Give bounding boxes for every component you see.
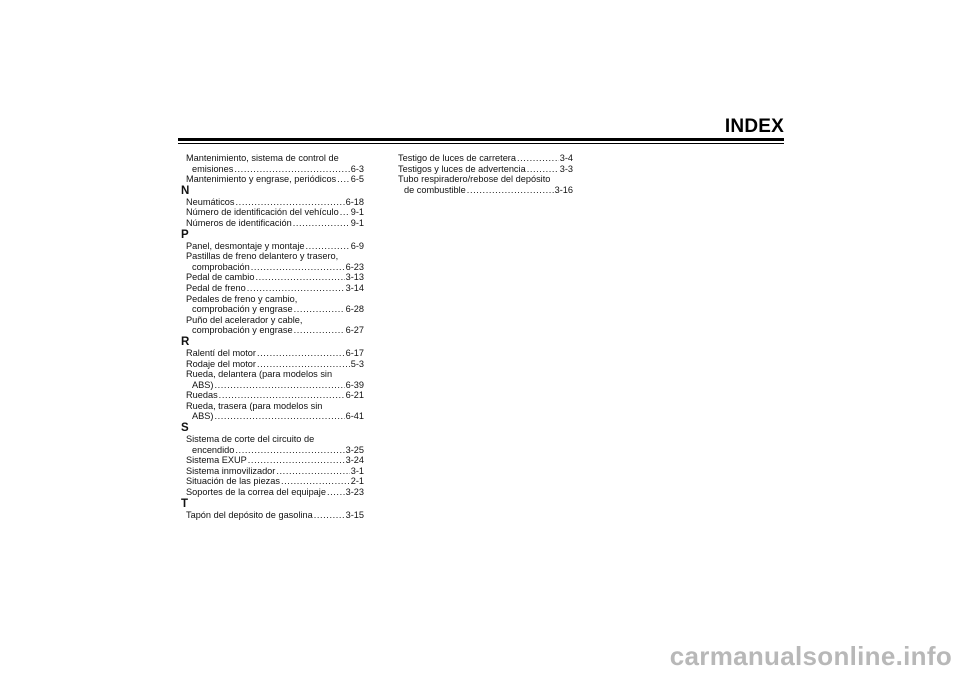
index-entry xyxy=(181,510,364,521)
entry-page: 3-23 xyxy=(345,487,364,498)
index-entry xyxy=(181,348,364,359)
dot-leader xyxy=(257,348,345,359)
site-watermark: carmanualsonline.info xyxy=(669,641,952,671)
dot-leader xyxy=(235,445,344,456)
entry-page: 6-41 xyxy=(345,411,364,422)
dot-leader xyxy=(314,510,345,521)
index-entry xyxy=(181,241,364,252)
index-entry xyxy=(181,359,364,370)
entry-page: 6-5 xyxy=(350,174,364,185)
index-letter-s: S xyxy=(181,422,189,435)
index-entry xyxy=(181,207,364,218)
dot-leader xyxy=(248,455,345,466)
entry-text: Sistema inmovilizador xyxy=(186,465,276,476)
index-entry xyxy=(181,174,364,185)
page-title: INDEX xyxy=(724,116,784,137)
entry-text: ABS) xyxy=(192,379,214,390)
index-entry xyxy=(181,164,364,175)
index-entry-line: Rueda, trasera (para modelos sin xyxy=(186,400,323,411)
entry-page: 6-27 xyxy=(345,325,364,336)
entry-page: 6-17 xyxy=(345,347,364,358)
dot-leader xyxy=(236,197,345,208)
index-letter-r: R xyxy=(181,335,190,348)
index-entry xyxy=(181,262,364,273)
dot-leader xyxy=(234,164,349,175)
index-letter-n: N xyxy=(181,184,190,197)
dot-leader xyxy=(467,185,554,196)
dot-leader xyxy=(293,218,350,229)
entry-page: 3-15 xyxy=(345,509,364,520)
entry-text: comprobación y engrase xyxy=(192,304,293,315)
index-entry-line: Puño del acelerador y cable, xyxy=(186,314,303,325)
dot-leader xyxy=(294,304,345,315)
entry-text: Neumáticos xyxy=(186,196,235,207)
entry-text: Testigos y luces de advertencia xyxy=(398,163,526,174)
entry-text: emisiones xyxy=(192,163,234,174)
index-entry-line: Rueda, delantera (para modelos sin xyxy=(186,369,333,380)
index-entry xyxy=(181,390,364,401)
entry-text: Tapón del depósito de gasolina xyxy=(186,509,313,520)
entry-text: Soportes de la correa del equipaje xyxy=(186,487,326,498)
entry-page: 3-25 xyxy=(345,444,364,455)
dot-leader xyxy=(337,174,350,185)
index-letter-p: P xyxy=(181,228,189,241)
index-entry xyxy=(181,411,364,422)
dot-leader xyxy=(257,359,350,370)
header-rule-thin xyxy=(178,143,784,144)
index-entry xyxy=(181,455,364,466)
entry-text: Ruedas xyxy=(186,390,218,401)
entry-page: 9-1 xyxy=(350,207,364,218)
entry-text: Pedal de cambio xyxy=(186,272,255,283)
dot-leader xyxy=(214,411,344,422)
entry-page: 3-14 xyxy=(345,282,364,293)
entry-page: 3-1 xyxy=(350,465,364,476)
entry-page: 6-9 xyxy=(350,240,364,251)
entry-text: Pedal de freno xyxy=(186,282,246,293)
index-entry xyxy=(393,164,573,175)
dot-leader xyxy=(294,325,345,336)
index-entry xyxy=(181,487,364,498)
entry-text: ABS) xyxy=(192,411,214,422)
index-entry xyxy=(181,304,364,315)
entry-text: de combustible xyxy=(404,184,466,195)
entry-page: 5-3 xyxy=(350,358,364,369)
entry-text: Ralentí del motor xyxy=(186,347,256,358)
index-entry-line: Tubo respiradero/rebose del depósito xyxy=(398,174,551,185)
entry-page: 3-24 xyxy=(345,455,364,466)
dot-leader xyxy=(517,153,559,164)
dot-leader xyxy=(247,283,345,294)
entry-page: 2-1 xyxy=(350,476,364,487)
index-entry-line: Mantenimiento, sistema de control de xyxy=(186,153,339,163)
entry-page: 3-16 xyxy=(554,184,573,195)
index-entry xyxy=(393,153,573,164)
header-rule-thick xyxy=(178,138,784,141)
entry-text: comprobación xyxy=(192,261,250,272)
dot-leader xyxy=(527,164,559,175)
index-entry xyxy=(181,272,364,283)
entry-text: Mantenimiento y engrase, periódicos xyxy=(186,174,337,185)
index-letter-t: T xyxy=(181,497,189,510)
entry-text: comprobación y engrase xyxy=(192,325,293,336)
entry-page: 3-4 xyxy=(559,153,573,163)
index-entry xyxy=(181,325,364,336)
index-entry xyxy=(181,218,364,229)
index-entry xyxy=(181,283,364,294)
entry-page: 6-18 xyxy=(345,196,364,207)
entry-text: Situación de las piezas xyxy=(186,476,280,487)
entry-page: 6-23 xyxy=(345,261,364,272)
index-entry xyxy=(181,380,364,391)
entry-text: Números de identificación xyxy=(186,217,292,228)
dot-leader xyxy=(327,487,345,498)
index-entry xyxy=(181,197,364,208)
index-entry xyxy=(181,466,364,477)
entry-page: 3-3 xyxy=(559,163,573,174)
entry-page: 6-28 xyxy=(345,304,364,315)
entry-text: Número de identificación del vehículo xyxy=(186,207,339,218)
dot-leader xyxy=(281,476,350,487)
entry-text: Sistema EXUP xyxy=(186,455,247,466)
entry-page: 6-21 xyxy=(345,390,364,401)
dot-leader xyxy=(251,262,345,273)
entry-text: Rodaje del motor xyxy=(186,358,256,369)
entry-text: encendido xyxy=(192,444,235,455)
index-column-left xyxy=(181,153,364,520)
index-entry-line: Pedales de freno y cambio, xyxy=(186,293,298,304)
entry-page: 6-3 xyxy=(350,163,364,174)
dot-leader xyxy=(340,207,350,218)
index-entry xyxy=(181,476,364,487)
dot-leader xyxy=(306,241,350,252)
entry-page: 9-1 xyxy=(350,217,364,228)
index-column-right xyxy=(393,153,573,195)
entry-text: Panel, desmontaje y montaje xyxy=(186,240,305,251)
dot-leader xyxy=(276,466,349,477)
dot-leader xyxy=(214,380,344,391)
index-entry-line: Pastillas de freno delantero y trasero, xyxy=(186,251,339,262)
dot-leader xyxy=(219,390,345,401)
dot-leader xyxy=(255,272,344,283)
entry-text: Testigo de luces de carretera xyxy=(398,153,516,163)
index-entry-line: Sistema de corte del circuito de xyxy=(186,434,315,445)
entry-page: 3-13 xyxy=(345,272,364,283)
index-entry xyxy=(181,445,364,456)
entry-page: 6-39 xyxy=(345,379,364,390)
index-entry xyxy=(393,185,573,196)
